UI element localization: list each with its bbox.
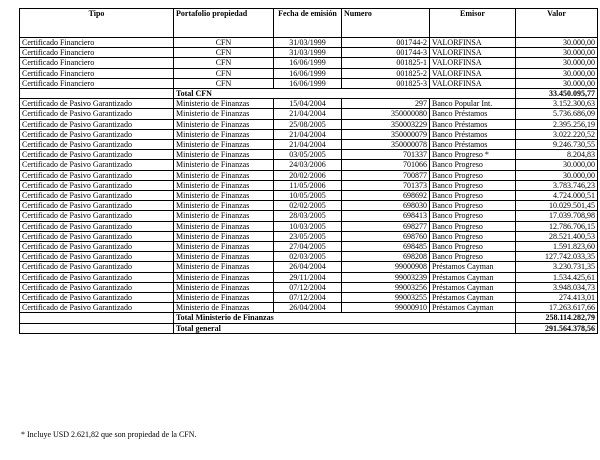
total-label: Total CFN [174, 89, 516, 99]
cell-fecha: 02/03/2005 [274, 252, 342, 262]
cell-valor: 30.000,00 [516, 38, 598, 48]
column-header-portafolio: Portafolio propiedad [174, 9, 274, 38]
cell-tipo: Certificado de Pasivo Garantizado [20, 262, 174, 272]
cell-valor: 30.000,00 [516, 48, 598, 58]
cell-portafolio: Ministerio de Finanzas [174, 150, 274, 160]
table-row [20, 201, 598, 211]
total-row [20, 313, 598, 323]
cell-fecha: 28/03/2005 [274, 211, 342, 221]
cell-numero: 001825-3 [342, 78, 430, 88]
table-row [20, 293, 598, 303]
cell-numero: 698692 [342, 191, 430, 201]
cell-emisor: Préstamos Cayman [430, 262, 516, 272]
cell-portafolio: Ministerio de Finanzas [174, 282, 274, 292]
total-value: 33.450.095,77 [516, 89, 598, 99]
cell-portafolio: CFN [174, 38, 274, 48]
cell-portafolio: Ministerio de Finanzas [174, 99, 274, 109]
cell-valor: 3.783.746,23 [516, 180, 598, 190]
cell-portafolio: Ministerio de Finanzas [174, 262, 274, 272]
cell-tipo: Certificado de Pasivo Garantizado [20, 231, 174, 241]
cell-portafolio: Ministerio de Finanzas [174, 140, 274, 150]
cell-tipo: Certificado de Pasivo Garantizado [20, 293, 174, 303]
cell-tipo: Certificado de Pasivo Garantizado [20, 160, 174, 170]
cell-tipo: Certificado de Pasivo Garantizado [20, 221, 174, 231]
cell-emisor: Préstamos Cayman [430, 272, 516, 282]
cell-emisor: VALORFINSA [430, 68, 516, 78]
cell-portafolio: Ministerio de Finanzas [174, 201, 274, 211]
cell-fecha: 10/03/2005 [274, 221, 342, 231]
cell-emisor: Banco Progreso * [430, 150, 516, 160]
table-row [20, 170, 598, 180]
cell-emisor: Banco Progreso [430, 221, 516, 231]
cell-tipo: Certificado Financiero [20, 58, 174, 68]
cell-tipo: Certificado Financiero [20, 48, 174, 58]
cell-portafolio: Ministerio de Finanzas [174, 293, 274, 303]
cell-emisor: VALORFINSA [430, 58, 516, 68]
cell-numero: 698030 [342, 201, 430, 211]
cell-numero: 297 [342, 99, 430, 109]
cell-tipo: Certificado de Pasivo Garantizado [20, 150, 174, 160]
footnote: * Incluye USD 2.621,82 que son propiedad de la CFN. [21, 430, 197, 439]
cell-tipo: Certificado de Pasivo Garantizado [20, 303, 174, 313]
cell-fecha: 03/05/2005 [274, 150, 342, 160]
cell-valor: 30.000,00 [516, 68, 598, 78]
cell-numero: 99003255 [342, 293, 430, 303]
cell-emisor: VALORFINSA [430, 48, 516, 58]
table-row [20, 221, 598, 231]
cell-numero: 700877 [342, 170, 430, 180]
empty-cell [20, 313, 174, 323]
cell-fecha: 29/11/2004 [274, 272, 342, 282]
cell-tipo: Certificado de Pasivo Garantizado [20, 252, 174, 262]
cell-valor: 2.395.256,19 [516, 119, 598, 129]
cell-numero: 350003229 [342, 119, 430, 129]
cell-portafolio: Ministerio de Finanzas [174, 191, 274, 201]
cell-tipo: Certificado de Pasivo Garantizado [20, 109, 174, 119]
cell-tipo: Certificado de Pasivo Garantizado [20, 201, 174, 211]
table-row [20, 150, 598, 160]
cell-fecha: 16/06/1999 [274, 58, 342, 68]
cell-fecha: 31/03/1999 [274, 48, 342, 58]
cell-portafolio: CFN [174, 58, 274, 68]
cell-fecha: 02/02/2005 [274, 201, 342, 211]
cell-fecha: 07/12/2004 [274, 293, 342, 303]
table-header-row [20, 9, 598, 38]
cell-fecha: 21/04/2004 [274, 109, 342, 119]
cell-emisor: Banco Progreso [430, 160, 516, 170]
cell-tipo: Certificado de Pasivo Garantizado [20, 99, 174, 109]
table-row [20, 68, 598, 78]
cell-fecha: 23/05/2005 [274, 231, 342, 241]
cell-valor: 1.534.425,61 [516, 272, 598, 282]
cell-fecha: 20/02/2006 [274, 170, 342, 180]
cell-numero: 698277 [342, 221, 430, 231]
table-row [20, 78, 598, 88]
cell-numero: 698760 [342, 231, 430, 241]
cell-emisor: Préstamos Cayman [430, 303, 516, 313]
cell-fecha: 31/03/1999 [274, 38, 342, 48]
cell-portafolio: Ministerio de Finanzas [174, 211, 274, 221]
table-row [20, 242, 598, 252]
cell-numero: 350000079 [342, 129, 430, 139]
cell-fecha: 16/06/1999 [274, 68, 342, 78]
table-row [20, 140, 598, 150]
cell-valor: 30.000,00 [516, 160, 598, 170]
cell-fecha: 21/04/2004 [274, 129, 342, 139]
table-row [20, 58, 598, 68]
cell-emisor: Banco Progreso [430, 180, 516, 190]
cell-portafolio: CFN [174, 48, 274, 58]
cell-fecha: 25/08/2005 [274, 119, 342, 129]
total-row [20, 323, 598, 333]
cell-emisor: Banco Popular Int. [430, 99, 516, 109]
table-row [20, 252, 598, 262]
cell-portafolio: CFN [174, 78, 274, 88]
total-value: 258.114.282,79 [516, 313, 598, 323]
column-header-numero: Numero [342, 9, 430, 38]
cell-valor: 12.786.706,15 [516, 221, 598, 231]
cell-numero: 001744-3 [342, 48, 430, 58]
cell-portafolio: Ministerio de Finanzas [174, 221, 274, 231]
total-row [20, 89, 598, 99]
table-row [20, 303, 598, 313]
table-row [20, 38, 598, 48]
total-value: 291.564.378,56 [516, 323, 598, 333]
cell-numero: 001825-1 [342, 58, 430, 68]
cell-tipo: Certificado de Pasivo Garantizado [20, 191, 174, 201]
cell-tipo: Certificado de Pasivo Garantizado [20, 170, 174, 180]
table-body [20, 38, 598, 334]
cell-emisor: Banco Progreso [430, 170, 516, 180]
cell-tipo: Certificado Financiero [20, 78, 174, 88]
cell-portafolio: Ministerio de Finanzas [174, 119, 274, 129]
column-header-emisor: Emisor [430, 9, 516, 38]
cell-emisor: Banco Progreso [430, 191, 516, 201]
cell-fecha: 11/05/2006 [274, 180, 342, 190]
cell-portafolio: Ministerio de Finanzas [174, 231, 274, 241]
cell-emisor: Banco Progreso [430, 231, 516, 241]
total-label: Total Ministerio de Finanzas [174, 313, 516, 323]
table-row [20, 129, 598, 139]
cell-valor: 4.724.000,51 [516, 191, 598, 201]
cell-numero: 701066 [342, 160, 430, 170]
cell-fecha: 27/04/2005 [274, 242, 342, 252]
cell-numero: 99000910 [342, 303, 430, 313]
cell-valor: 28.521.400,53 [516, 231, 598, 241]
cell-valor: 30.000,00 [516, 78, 598, 88]
table-row [20, 191, 598, 201]
cell-portafolio: Ministerio de Finanzas [174, 252, 274, 262]
cell-emisor: Banco Progreso [430, 201, 516, 211]
cell-fecha: 24/03/2006 [274, 160, 342, 170]
cell-valor: 10.029.501,45 [516, 201, 598, 211]
cell-portafolio: Ministerio de Finanzas [174, 129, 274, 139]
empty-cell [20, 89, 174, 99]
portfolio-table [19, 8, 598, 334]
column-header-tipo: Tipo [20, 9, 174, 38]
cell-numero: 698485 [342, 242, 430, 252]
cell-valor: 3.022.220,52 [516, 129, 598, 139]
cell-emisor: VALORFINSA [430, 78, 516, 88]
table-row [20, 160, 598, 170]
cell-numero: 99003256 [342, 282, 430, 292]
cell-numero: 698413 [342, 211, 430, 221]
cell-tipo: Certificado de Pasivo Garantizado [20, 129, 174, 139]
cell-emisor: Préstamos Cayman [430, 282, 516, 292]
cell-tipo: Certificado de Pasivo Garantizado [20, 211, 174, 221]
cell-valor: 8.204,83 [516, 150, 598, 160]
cell-fecha: 26/04/2004 [274, 262, 342, 272]
cell-portafolio: Ministerio de Finanzas [174, 170, 274, 180]
cell-fecha: 16/06/1999 [274, 78, 342, 88]
cell-tipo: Certificado de Pasivo Garantizado [20, 282, 174, 292]
column-header-fecha: Fecha de emisión [274, 9, 342, 38]
cell-tipo: Certificado de Pasivo Garantizado [20, 119, 174, 129]
cell-emisor: Banco Progreso [430, 211, 516, 221]
cell-valor: 3.230.731,35 [516, 262, 598, 272]
cell-portafolio: Ministerio de Finanzas [174, 160, 274, 170]
total-label: Total general [174, 323, 516, 333]
cell-tipo: Certificado de Pasivo Garantizado [20, 242, 174, 252]
cell-portafolio: Ministerio de Finanzas [174, 242, 274, 252]
empty-cell [20, 323, 174, 333]
cell-emisor: Préstamos Cayman [430, 293, 516, 303]
cell-fecha: 07/12/2004 [274, 282, 342, 292]
cell-portafolio: Ministerio de Finanzas [174, 109, 274, 119]
column-header-valor: Valor [516, 9, 598, 38]
cell-fecha: 10/05/2005 [274, 191, 342, 201]
cell-portafolio: CFN [174, 68, 274, 78]
cell-valor: 3.948.034,73 [516, 282, 598, 292]
cell-valor: 5.736.686,09 [516, 109, 598, 119]
table-row [20, 109, 598, 119]
cell-valor: 9.246.730,55 [516, 140, 598, 150]
cell-numero: 701373 [342, 180, 430, 190]
table-row [20, 180, 598, 190]
cell-tipo: Certificado Financiero [20, 68, 174, 78]
cell-emisor: Banco Préstamos [430, 119, 516, 129]
cell-tipo: Certificado Financiero [20, 38, 174, 48]
cell-valor: 3.152.300,63 [516, 99, 598, 109]
cell-fecha: 21/04/2004 [274, 140, 342, 150]
cell-valor: 127.742.033,35 [516, 252, 598, 262]
cell-tipo: Certificado de Pasivo Garantizado [20, 272, 174, 282]
table-row [20, 262, 598, 272]
cell-emisor: Banco Préstamos [430, 129, 516, 139]
cell-portafolio: Ministerio de Finanzas [174, 272, 274, 282]
cell-valor: 30.000,00 [516, 170, 598, 180]
cell-valor: 1.591.823,60 [516, 242, 598, 252]
cell-fecha: 15/04/2004 [274, 99, 342, 109]
table-row [20, 99, 598, 109]
cell-emisor: Banco Progreso [430, 252, 516, 262]
cell-portafolio: Ministerio de Finanzas [174, 303, 274, 313]
cell-fecha: 26/04/2004 [274, 303, 342, 313]
table-row [20, 282, 598, 292]
cell-valor: 17.039.708,98 [516, 211, 598, 221]
cell-numero: 001825-2 [342, 68, 430, 78]
table-row [20, 48, 598, 58]
cell-emisor: Banco Préstamos [430, 140, 516, 150]
cell-numero: 701337 [342, 150, 430, 160]
cell-numero: 350000080 [342, 109, 430, 119]
table-row [20, 231, 598, 241]
cell-valor: 17.263.617,66 [516, 303, 598, 313]
cell-numero: 350000078 [342, 140, 430, 150]
cell-tipo: Certificado de Pasivo Garantizado [20, 140, 174, 150]
cell-numero: 001744-2 [342, 38, 430, 48]
cell-numero: 99000908 [342, 262, 430, 272]
table-row [20, 119, 598, 129]
cell-emisor: Banco Progreso [430, 242, 516, 252]
cell-numero: 99003239 [342, 272, 430, 282]
cell-valor: 274.413,01 [516, 293, 598, 303]
table-row [20, 272, 598, 282]
cell-valor: 30.000,00 [516, 58, 598, 68]
table-row [20, 211, 598, 221]
cell-emisor: VALORFINSA [430, 38, 516, 48]
cell-emisor: Banco Préstamos [430, 109, 516, 119]
cell-tipo: Certificado de Pasivo Garantizado [20, 180, 174, 190]
cell-numero: 698208 [342, 252, 430, 262]
cell-portafolio: Ministerio de Finanzas [174, 180, 274, 190]
